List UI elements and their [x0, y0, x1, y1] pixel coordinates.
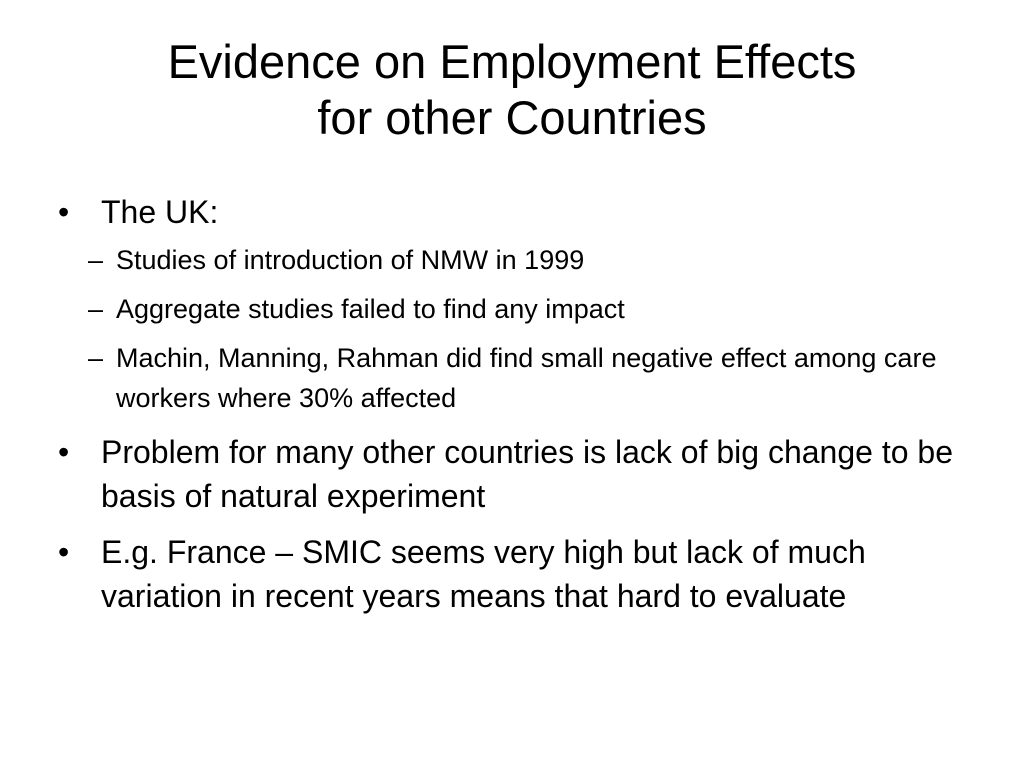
slide-title-line-1: Evidence on Employment Effects [167, 35, 857, 88]
dash-marker-icon: – [88, 245, 104, 275]
bullet-text: E.g. France – SMIC seems very high but lack of much variation in recent years means that hard to evaluate [101, 534, 866, 614]
bullet-text: Problem for many other countries is lack of big change to be basis of natural experiment [101, 434, 953, 514]
slide-title [0, 34, 1024, 146]
bullet-list [58, 190, 958, 630]
sub-bullet-item [71, 240, 958, 280]
bullet-marker-icon: • [58, 434, 70, 470]
bullet-marker-icon: • [58, 534, 70, 570]
sub-bullet-item [71, 289, 958, 329]
dash-marker-icon: – [88, 294, 104, 324]
sub-bullet-text: Machin, Manning, Rahman did find small negative effect among care workers where 30% affected [116, 343, 937, 413]
sub-bullet-item [71, 338, 958, 418]
bullet-item-problem [58, 430, 958, 518]
sub-bullet-text: Aggregate studies failed to find any impact [116, 294, 625, 324]
bullet-text: The UK: [101, 194, 219, 230]
sub-bullet-text: Studies of introduction of NMW in 1999 [116, 245, 585, 275]
slide-title-line-2: for other Countries [317, 91, 707, 144]
bullet-item-france [58, 530, 958, 618]
dash-marker-icon: – [88, 343, 104, 373]
sub-bullet-list [88, 240, 958, 418]
bullet-marker-icon: • [58, 194, 70, 230]
bullet-item-uk [58, 190, 958, 418]
